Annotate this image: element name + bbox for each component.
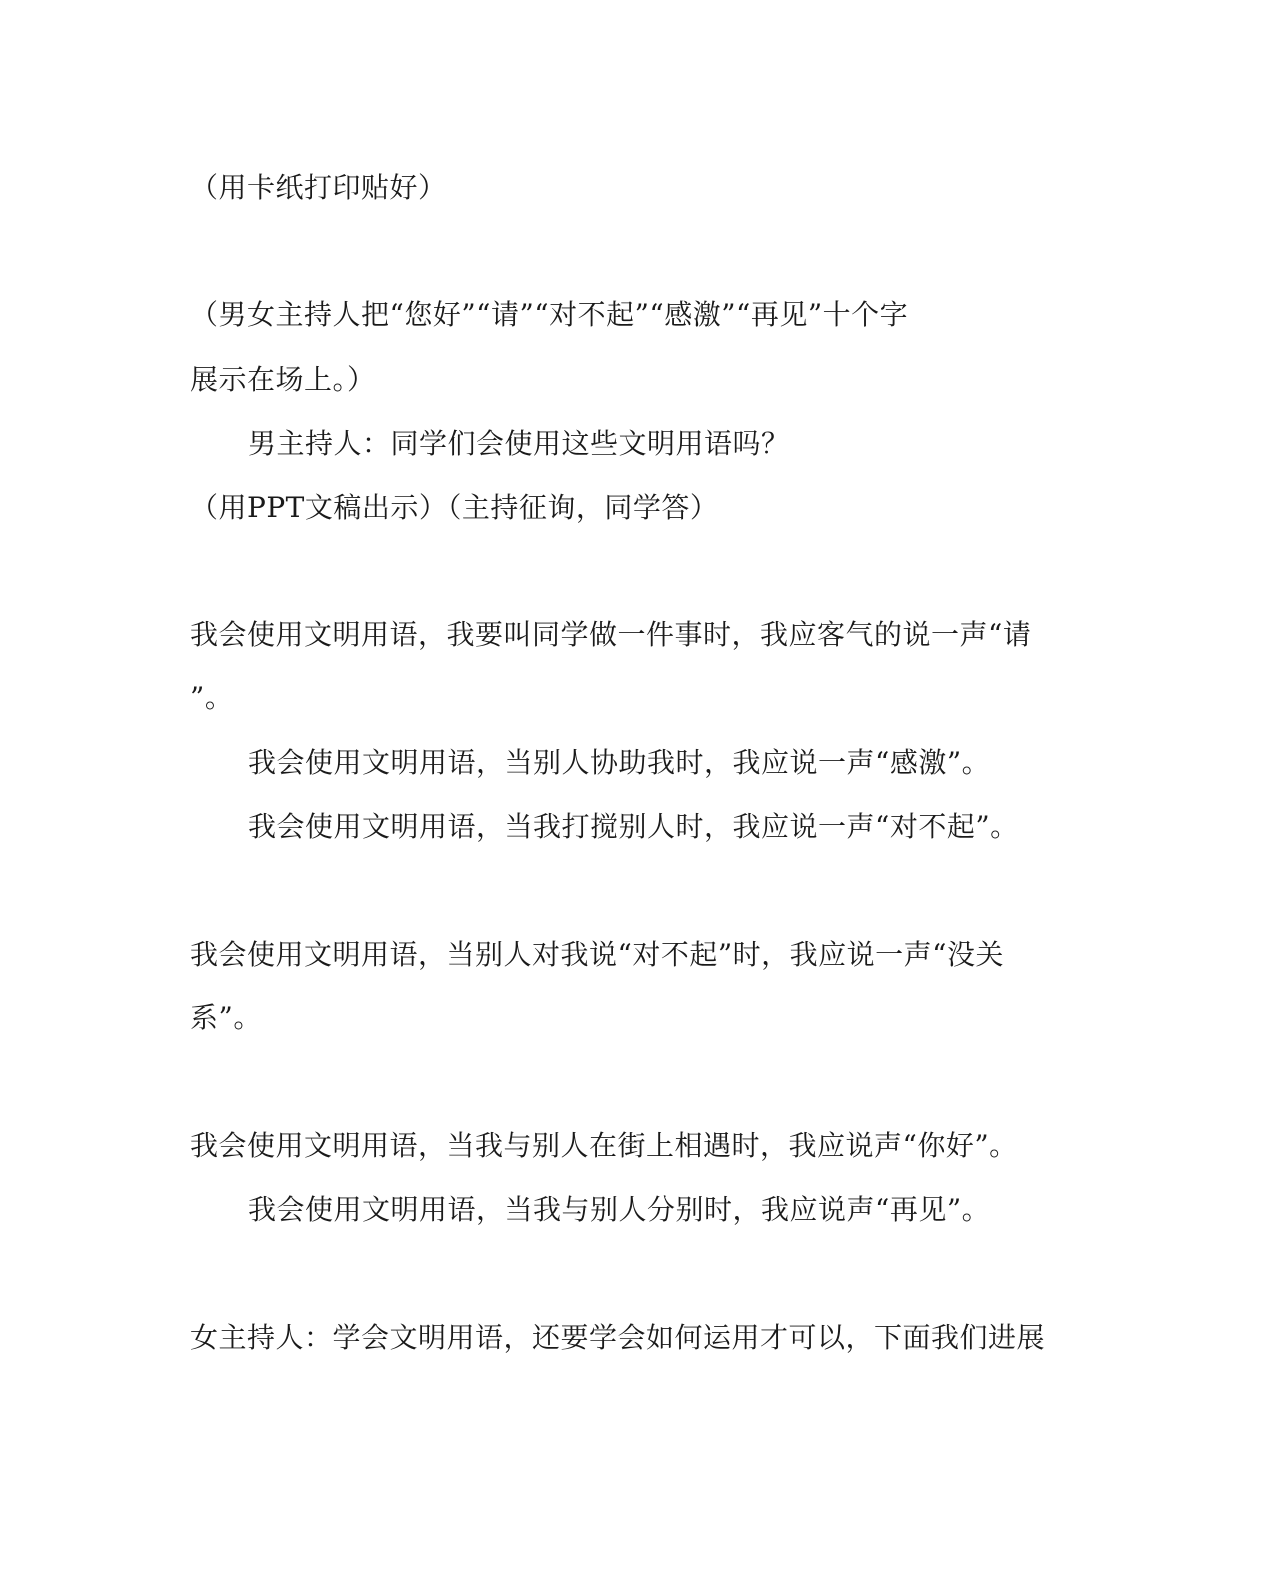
text-line: 我会使用文明用语，我要叫同学做一件事时，我应客气的说一声“请	[190, 618, 1032, 651]
text-line: 男主持人：同学们会使用这些文明用语吗？	[248, 427, 790, 460]
text-line: （男女主持人把“您好”“请”“对不起”“感激”“再见”十个字	[190, 298, 909, 331]
text-line: 我会使用文明用语，当我与别人分别时，我应说声“再见”。	[248, 1193, 991, 1226]
text-line: （用PPT文稿出示）（主持征询，同学答）	[190, 491, 719, 524]
text-line: 我会使用文明用语，当我打搅别人时，我应说一声“对不起”。	[248, 810, 1019, 843]
text-line: （用卡纸打印贴好）	[190, 171, 447, 204]
text-line: 展示在场上。）	[190, 363, 376, 396]
text-line: 我会使用文明用语，当别人协助我时，我应说一声“感激”。	[248, 746, 991, 779]
text-line: 我会使用文明用语，当别人对我说“对不起”时，我应说一声“没关	[190, 938, 1004, 971]
text-line: 系”。	[190, 1001, 262, 1034]
text-line: ”。	[190, 681, 234, 714]
text-line: 女主持人：学会文明用语，还要学会如何运用才可以，下面我们进展	[190, 1321, 1046, 1354]
text-line: 我会使用文明用语，当我与别人在街上相遇时，我应说声“你好”。	[190, 1129, 1018, 1162]
